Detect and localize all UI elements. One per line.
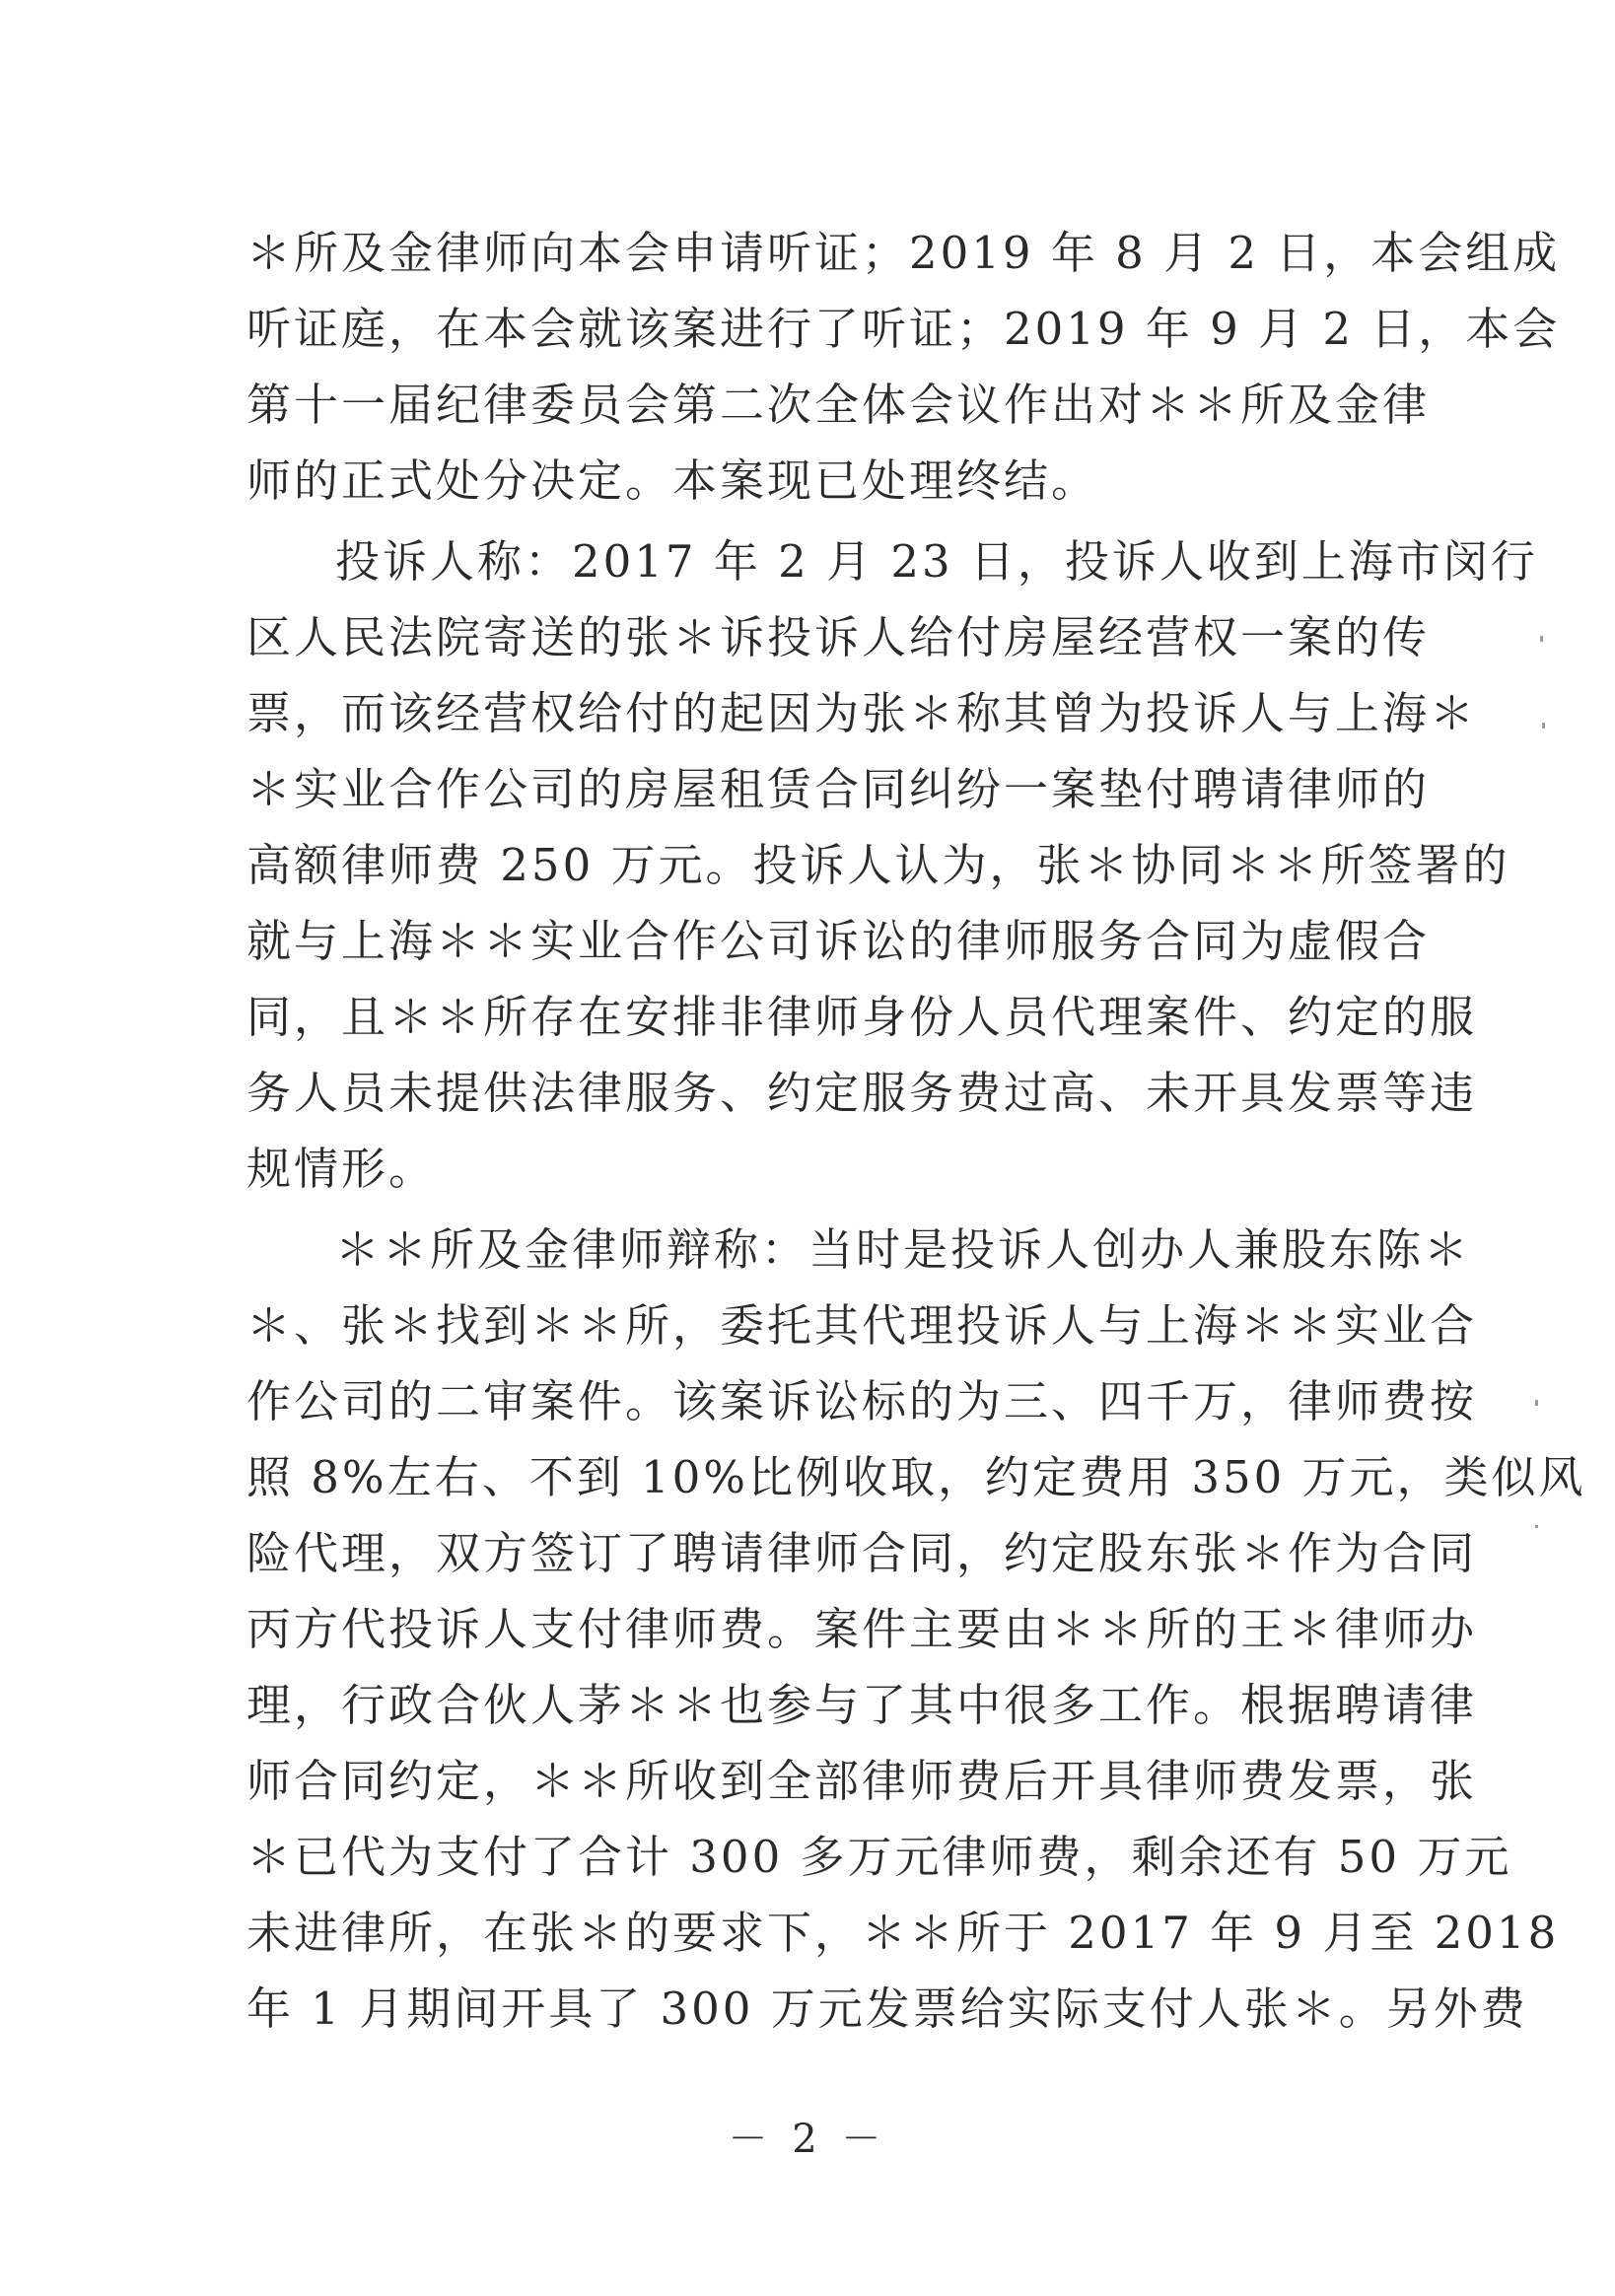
text-line: 同，且＊＊所存在安排非律师身份人员代理案件、约定的服 — [246, 991, 1478, 1043]
text-line: 票，而该经营权给付的起因为张＊称其曾为投诉人与上海＊ — [246, 687, 1478, 739]
text-line: 作公司的二审案件。该案诉讼标的为三、四千万，律师费按 — [246, 1375, 1478, 1427]
text-line: 听证庭，在本会就该案进行了听证；2019 年 9 月 2 日，本会 — [246, 303, 1561, 355]
text-line: 务人员未提供法律服务、约定服务费过高、未开具发票等违 — [246, 1067, 1478, 1119]
text-line: 就与上海＊＊实业合作公司诉讼的律师服务合同为虚假合 — [246, 915, 1431, 967]
text-line: 第十一届纪律委员会第二次全体会议作出对＊＊所及金律 — [246, 379, 1431, 431]
scan-speck — [1542, 723, 1545, 729]
scan-speck — [1535, 1525, 1538, 1528]
text-line: 高额律师费 250 万元。投诉人认为，张＊协同＊＊所签署的 — [246, 839, 1510, 891]
text-line: 规情形。 — [246, 1143, 437, 1195]
text-line: 年 1 月期间开具了 300 万元发票给实际支付人张＊。另外费 — [246, 1983, 1528, 2035]
text-line: 丙方代投诉人支付律师费。案件主要由＊＊所的王＊律师办 — [246, 1603, 1478, 1655]
text-line: 理，行政合伙人茅＊＊也参与了其中很多工作。根据聘请律 — [246, 1679, 1478, 1731]
text-line: 师合同约定，＊＊所收到全部律师费后开具律师费发票，张 — [246, 1755, 1478, 1807]
scan-speck — [1540, 636, 1543, 642]
text-line: 照 8%左右、不到 10%比例收取，约定费用 350 万元，类似风 — [246, 1451, 1586, 1503]
text-line: ＊实业合作公司的房屋租赁合同纠纷一案垫付聘请律师的 — [246, 763, 1431, 815]
text-line: ＊已代为支付了合计 300 多万元律师费，剩余还有 50 万元 — [246, 1831, 1512, 1883]
paragraph-first-line: ＊＊所及金律师辩称：当时是投诉人创办人兼股东陈＊ — [335, 1223, 1472, 1276]
text-line: ＊、张＊找到＊＊所，委托其代理投诉人与上海＊＊实业合 — [246, 1299, 1478, 1352]
text-line: ＊所及金律师向本会申请听证；2019 年 8 月 2 日，本会组成 — [246, 227, 1561, 279]
text-line: 师的正式处分决定。本案现已处理终结。 — [246, 454, 1099, 507]
paragraph-first-line: 投诉人称：2017 年 2 月 23 日，投诉人收到上海市闵行 — [335, 535, 1538, 588]
text-line: 区人民法院寄送的张＊诉投诉人给付房屋经营权一案的传 — [246, 611, 1431, 663]
scan-speck — [1535, 1400, 1538, 1406]
text-line: 未进律所，在张＊的要求下，＊＊所于 2017 年 9 月至 2018 — [246, 1907, 1560, 1959]
text-line: 险代理，双方签订了聘请律师合同，约定股东张＊作为合同 — [246, 1527, 1478, 1579]
page-number: － 2 － — [728, 2117, 887, 2162]
